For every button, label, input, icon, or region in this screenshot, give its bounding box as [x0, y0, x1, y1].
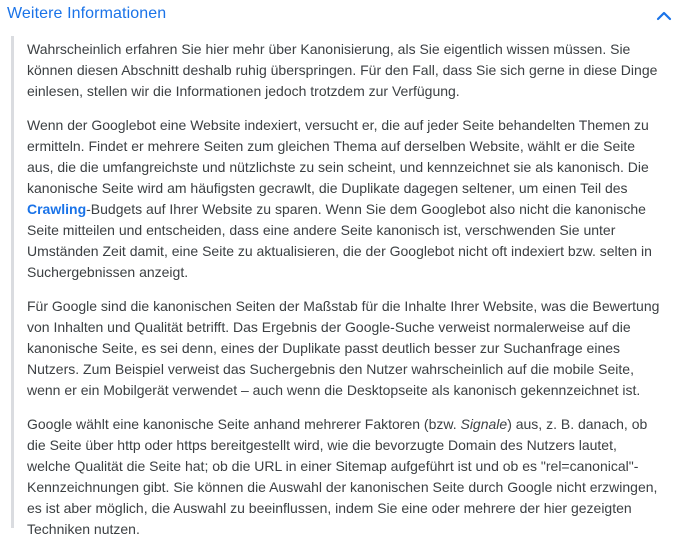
signals-emphasis: Signale — [460, 416, 508, 432]
paragraph-signals-text-start: Google wählt eine kanonische Seite anhand mehrerer Faktoren (bzw. — [27, 416, 461, 432]
section-header-toggle[interactable] — [0, 0, 680, 32]
paragraph-signals — [27, 414, 662, 540]
chevron-up-icon[interactable] — [656, 10, 672, 22]
paragraph-googlebot-text-end: -Budgets auf Ihrer Website zu sparen. Wenn Sie dem Googlebot also nicht die kanonische Seite mitteilen und entscheiden, dass eine andere Seite kanonisch ist, verschwenden Sie unter Umständen Zeit damit, eine Seite zu aktualisieren, die der Googlebot nicht oft indexiert bzw. selten in Suchergebnissen anzeigt. — [27, 201, 652, 280]
paragraph-canonical-standard: Für Google sind die kanonischen Seiten der Maßstab für die Inhalte Ihrer Website, was die Bewertung von Inhalten und Qualität betrifft. Das Ergebnis der Google-Suche verweist normalerweise auf die kanonische Seite, es sei denn, eines der Duplikate passt deutlich besser zur Suchanfrage eines Nutzers. Zum Beispiel verweist das Suchergebnis den Nutzer wahrscheinlich auf die mobile Seite, wenn er ein Mobilgerät verwendet – auch wenn die Desktopseite als kanonisch gekennzeichnet ist. — [27, 298, 660, 398]
section-content — [11, 36, 666, 537]
paragraph-googlebot-text-start: Wenn der Googlebot eine Website indexiert, versucht er, die auf jeder Seite behandelten Themen zu ermitteln. Findet er mehrere Seiten zum gleichen Thema auf derselben Website, wählt er die Seite aus, die die umfangreichste und nützlichste zu sein scheint, und kennzeichnet sie als kanonisch. Die kanonische Seite wird am häufigsten gecrawlt, die Duplikate dagegen seltener, um einen Teil des — [27, 117, 649, 196]
paragraph-intro: Wahrscheinlich erfahren Sie hier mehr über Kanonisierung, als Sie eigentlich wissen müssen. Sie können diesen Abschnitt deshalb ruhig überspringen. Für den Fall, dass Sie sich gerne in diese Dinge einlesen, stellen wir die Informationen jedoch trotzdem zur Verfügung. — [27, 41, 658, 99]
paragraph-googlebot — [27, 115, 662, 283]
section-title[interactable]: Weitere Informationen — [7, 5, 167, 22]
crawling-link[interactable]: Crawling — [27, 201, 87, 217]
paragraph-signals-text-end: ) aus, z. B. danach, ob die Seite über http oder https bereitgestellt wird, wie die bevorzugte Domain des Nutzers lautet, welche Qualität die Seite hat; ob die URL in einer Sitemap aufgeführt ist und ob es "rel=canonical"-Kennzeichnungen gibt. Sie können die Auswahl der kanonischen Seite durch Google nicht erzwingen, es ist aber möglich, die Auswahl zu beeinflussen, indem Sie eine oder mehrere der hier gezeigten Techniken nutzen. — [27, 416, 658, 537]
